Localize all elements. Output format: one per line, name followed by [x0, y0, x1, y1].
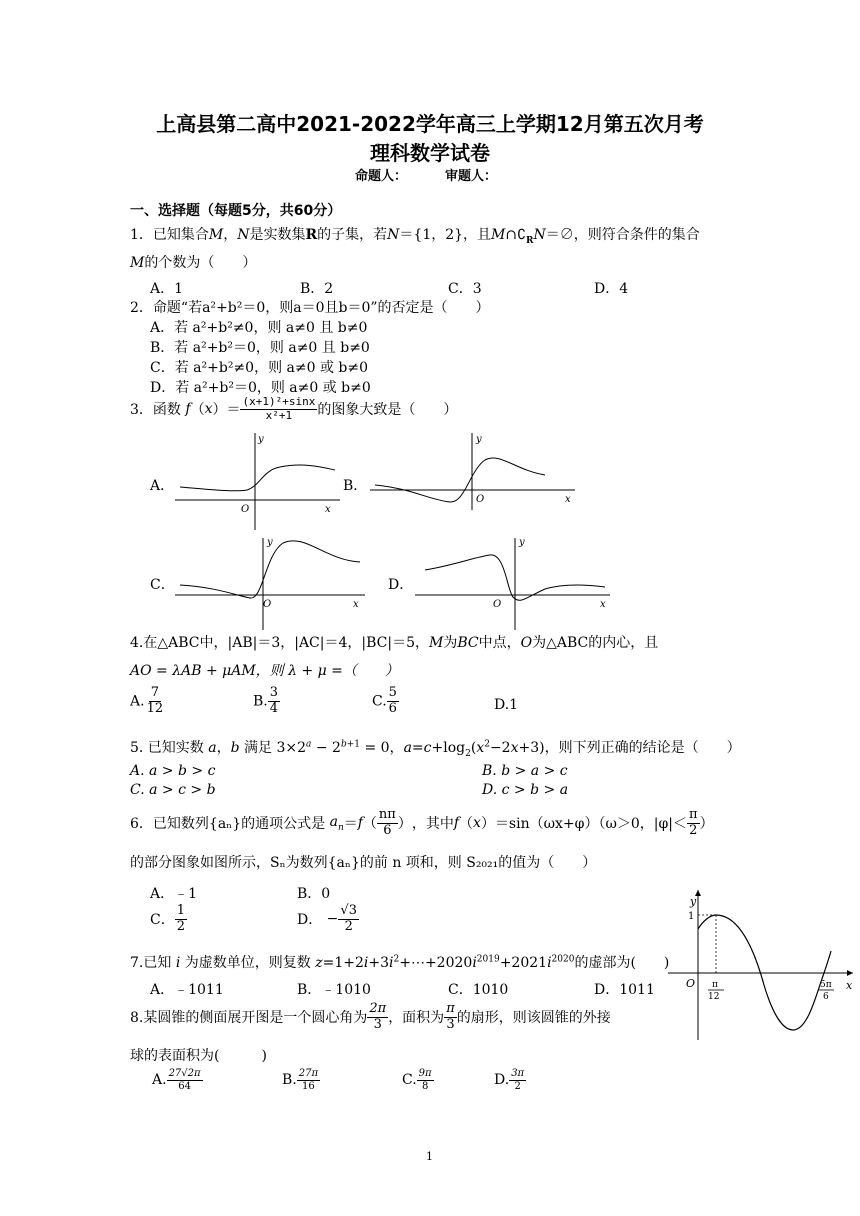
- q4-vector-equation: AO = λAB + μAM，则 λ + μ =（ ）: [130, 663, 399, 679]
- q1-option-c: C．3: [448, 281, 482, 297]
- q6-graph-origin: O: [686, 977, 696, 990]
- q6-option-c: C． $\frac{1}{2}$: [150, 903, 185, 934]
- q6-sine-graph: [668, 885, 858, 1045]
- q6-graph-tick2-num: 5π: [820, 980, 832, 990]
- q1-stem: 1．已知集合M，N是实数集R的子集，若N＝{1，2}，且$M\cap∁_RN=\emptyset$，则符合条件的集合: [130, 227, 700, 246]
- q1-option-a: A．1: [150, 281, 184, 297]
- q2-option-d: D．若 a²+b²＝0，则 a≠0 或 b≠0: [150, 380, 371, 396]
- q8-option-b: B. $\frac{27\pi}{16}$: [282, 1068, 319, 1092]
- setter-label: 命题人：: [355, 169, 408, 184]
- q3-d-origin: O: [493, 599, 502, 610]
- q5-option-d: D. c > b > a: [482, 782, 569, 798]
- q3-label-c: C．: [150, 577, 175, 593]
- q6-graph-x-label: x: [846, 979, 853, 992]
- q7-option-c: C．1010: [448, 982, 509, 998]
- reviewer-label: 审题人：: [445, 169, 498, 184]
- q3-graph-b: [370, 430, 580, 510]
- q6-graph-tick1-num: π: [712, 980, 718, 990]
- q2-option-a: A．若 a²+b²≠0，则 a≠0 且 b≠0: [150, 320, 368, 336]
- q5-stem: 5. 已知实数 a，b 满足 $3\times 2^a - 2^{b+1} = 0$，$a=c+\log_2(x^2-2x+3)$，则下列正确的结论是（ ）: [130, 739, 741, 759]
- q8-option-c: C. $\frac{9\pi}{8}$: [402, 1068, 432, 1092]
- q6-stem-2: 的部分图象如图所示，Sₙ为数列{aₙ}的前 n 项和，则 S₂₀₂₁的值为（ ）: [130, 855, 597, 871]
- q1-option-b: B．2: [300, 281, 334, 297]
- q3-fraction: $\frac{\text{(x+1)²+sinx}}{\text{x²+1}}$: [242, 395, 316, 422]
- q4-option-a: A. $\frac{7}{12}$: [130, 685, 164, 716]
- q8-stem: 8.某圆锥的侧面展开图是一个圆心角为 $\frac{2\pi}{3}$ ，面积为 $\frac{\pi}{3}$ 的扇形，则该圆锥的外接: [130, 1001, 611, 1032]
- q7-option-d: D．1011: [594, 982, 655, 998]
- q5-option-b: B. b > a > c: [482, 763, 568, 779]
- q1-stem-2: M的个数为（ ）: [130, 255, 257, 271]
- q3-stem: 3．函数 f （ x ）＝ $\frac{\text{(x+1)²+sinx}}{\text{x²+1}}$ 的图象大致是（ ）: [130, 395, 458, 422]
- q3-b-origin: O: [476, 494, 485, 505]
- q6-option-a: A．﹣1: [150, 886, 198, 902]
- page-number: 1: [426, 1150, 433, 1163]
- q3-d-y-label: y: [519, 537, 525, 548]
- q2-option-b: B．若 a²+b²＝0，则 a≠0 且 b≠0: [150, 340, 370, 356]
- q3-c-x-label: x: [353, 599, 359, 610]
- exam-subtitle: 理科数学试卷: [370, 141, 490, 165]
- q5-option-c: C. a > c > b: [130, 782, 216, 798]
- q3-label-b: B．: [343, 478, 368, 494]
- q6-graph-tick2-den: 6: [823, 992, 829, 1002]
- q2-option-c: C．若 a²+b²≠0，则 a≠0 或 b≠0: [150, 360, 368, 376]
- q2-stem: 2．命题“若a²+b²＝0，则a＝0且b＝0”的否定是（ ）: [130, 300, 490, 316]
- q3-label-a: A．: [150, 478, 175, 494]
- q7-option-a: A．﹣1011: [150, 982, 224, 998]
- q6-stem: 6．已知数列{aₙ}的通项公式是 $a_n$ ＝ f （ $\frac{n\pi}{6}$ ） ，其中 f （ x ） ＝sin（ωx+φ）（ω＞0，|φ|＜ $\frac{\pi}{2}$ ）: [130, 807, 714, 838]
- q8-option-a: A. $\frac{27√2\pi}{64}$: [152, 1068, 201, 1092]
- q3-d-x-label: x: [600, 599, 606, 610]
- q6-graph-one: 1: [688, 911, 695, 922]
- q3-graph-c: [175, 535, 370, 630]
- q8-option-d: D. $\frac{3\pi}{2}$: [494, 1068, 525, 1092]
- q3-b-x-label: x: [565, 494, 571, 505]
- q5-option-a: A. a > b > c: [130, 763, 216, 779]
- q4-option-c: C. $\frac{5}{6}$: [372, 685, 397, 716]
- q3-c-y-label: y: [267, 537, 273, 548]
- q3-b-y-label: y: [476, 434, 482, 445]
- q4-option-d: D.1: [494, 697, 519, 713]
- q1-option-d: D．4: [594, 281, 629, 297]
- q6-graph-tick1-den: 12: [708, 992, 720, 1002]
- q3-c-origin: O: [263, 599, 272, 610]
- q6-graph-y-label: y: [690, 895, 697, 908]
- exam-title: 上高县第二高中2021-2022学年高三上学期12月第五次月考: [156, 112, 704, 136]
- q3-graph-a: [175, 430, 345, 530]
- q8-stem-2: 球的表面积为( ): [130, 1048, 267, 1064]
- q3-graph-d: [415, 535, 615, 630]
- q3-label-d: D．: [388, 577, 414, 593]
- section-heading: 一、选择题（每题5分，共60分）: [130, 203, 342, 219]
- q3-a-y-label: y: [258, 434, 264, 445]
- q7-stem: 7.已知 i 为虚数单位，则复数 $z=1+2i+3i^2+\cdots+2020i^{2019}+2021i^{2020}$的虚部为( ): [130, 954, 670, 971]
- q3-a-origin: O: [241, 504, 250, 515]
- q7-option-b: B．﹣1010: [297, 982, 371, 998]
- q4-stem: 4.在△ABC中，|AB|＝3，|AC|＝4，|BC|＝5，M为BC中点，O为△ABC的内心，且: [130, 635, 659, 651]
- q3-a-x-label: x: [325, 504, 331, 515]
- q6-option-b: B．0: [297, 886, 331, 902]
- q6-option-d: D． − $\frac{√3}{2}$: [297, 903, 357, 934]
- q4-option-b: B. $\frac{3}{4}$: [253, 685, 279, 716]
